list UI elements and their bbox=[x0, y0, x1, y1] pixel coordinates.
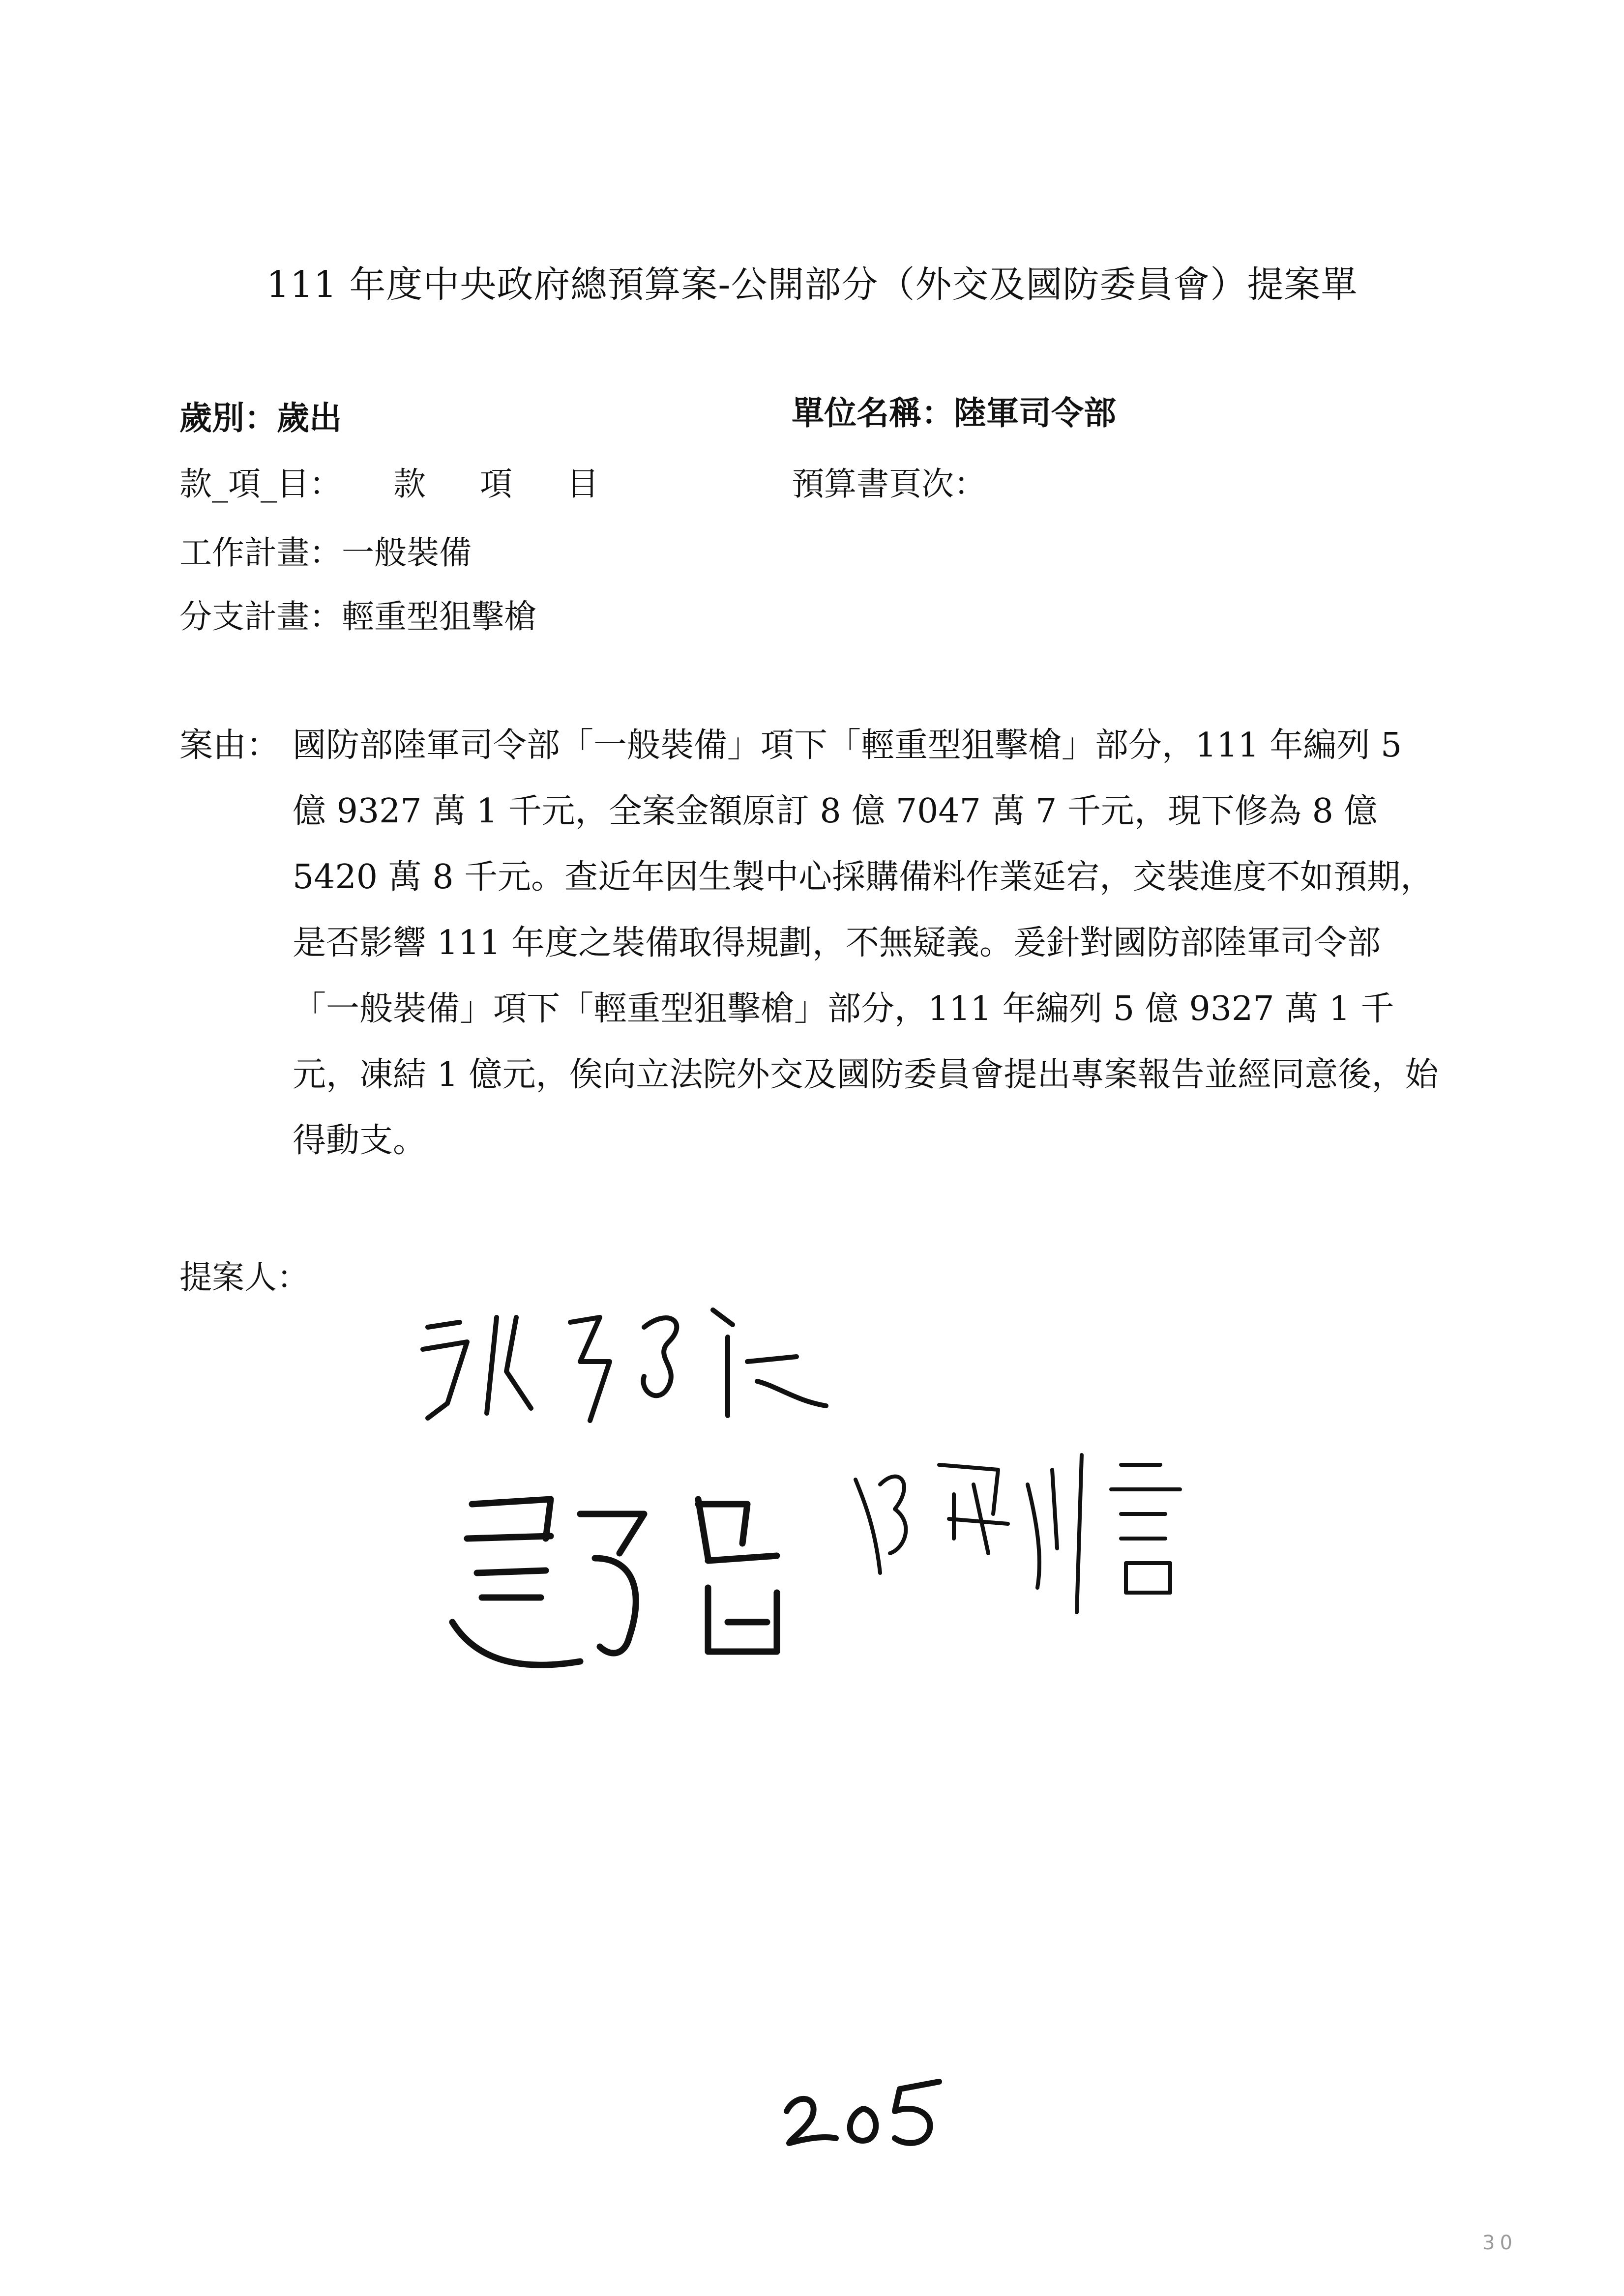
unit-field: 單位名稱：陸軍司令部 bbox=[792, 394, 1116, 432]
xiang-value: 項 bbox=[480, 465, 512, 503]
budget-page-field: 預算書頁次： bbox=[792, 465, 986, 503]
reason-text: 國防部陸軍司令部「一般裝備」項下「輕重型狙擊槍」部分，111 年編列 5 億 9327 萬 1 千元，全案金額原訂 8 億 7047 萬 7 千元，現下修為 8 億 5420 萬 8 千元。查近年因生製中心採購備料作業延宕，交裝進度不如預期，是否影響 111 年度之裝備取得規劃，不無疑義。爰針對國防部陸軍司令部「一般裝備」項下「輕重型狙擊槍」部分，111 年編列 5 億 9327 萬 1 千元，凍結 1 億元，俟向立法院外交及國防委員會提出專案報告並經同意後，始得動支。 bbox=[293, 726, 1439, 1160]
proposer-label: 提案人： bbox=[179, 1258, 309, 1296]
work-plan-field: 工作計畫：一般裝備 bbox=[179, 534, 472, 572]
corner-page-number: 30 bbox=[1482, 2232, 1517, 2254]
category-field: 歲別：歲出 bbox=[179, 399, 342, 437]
kuan-value: 款 bbox=[393, 465, 426, 503]
mu-value: 目 bbox=[566, 465, 599, 503]
document-title: 111 年度中央政府總預算案-公開部分（外交及國防委員會）提案單 bbox=[266, 263, 1358, 306]
signature-2 bbox=[433, 1475, 836, 1681]
kuan-xiang-mu-label: 款_項_目： bbox=[179, 465, 342, 503]
kuan-xiang-mu-values bbox=[393, 465, 653, 504]
reason-label: 案由： bbox=[179, 726, 280, 765]
branch-plan-field: 分支計畫：輕重型狙擊槍 bbox=[179, 598, 536, 636]
signature-3 bbox=[846, 1425, 1288, 1661]
handwritten-page-number bbox=[777, 2072, 954, 2151]
signature-1 bbox=[413, 1288, 856, 1445]
